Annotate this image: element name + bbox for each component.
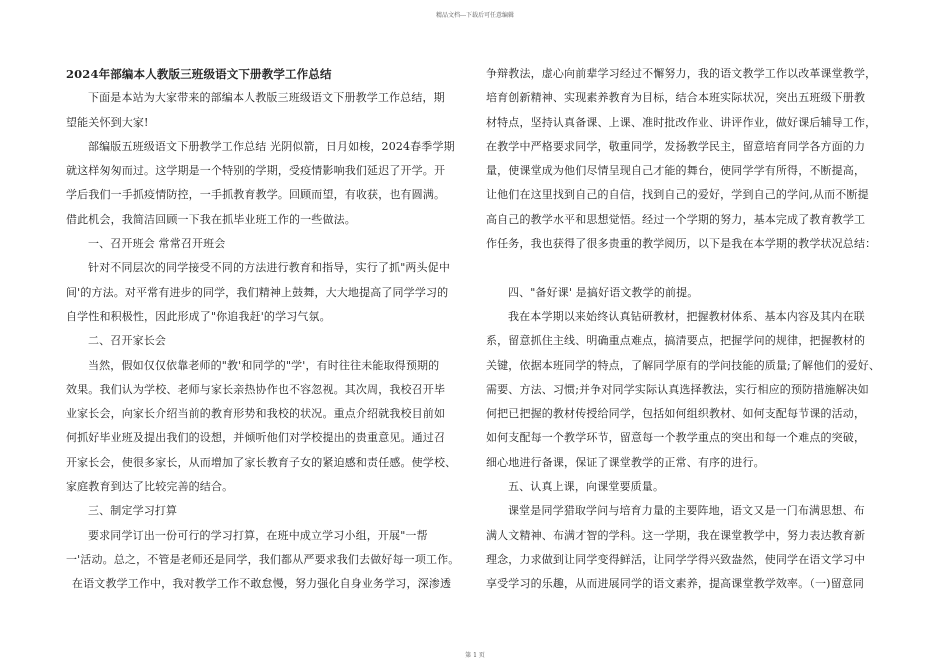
text-line: 作任务，我也获得了很多贵重的教学阅历，以下是我在本学期的教学状况总结： bbox=[486, 237, 877, 251]
text-line: 自学性和积极性，因此形成了"你追我赶'的学习气氛。 bbox=[66, 309, 331, 323]
section-heading: 五、认真上课，向课堂要质量。 bbox=[508, 480, 665, 494]
text-line: 在语文教学工作中，我对教学工作不敢怠慢，努力强化自身业务学习，深渗透 bbox=[72, 577, 452, 591]
text-line: 材特点，坚持认真备课、上课、准时批改作业、讲评作业，做好课后辅导工作， bbox=[486, 115, 877, 129]
text-line: 当然，假如仅仅依靠老师的"教'和同学的"学'，有时往往未能取得预期的 bbox=[88, 358, 440, 372]
section-heading: 四、"备好课' 是搞好语文教学的前提。 bbox=[508, 285, 699, 299]
text-line: 理念，力求做到让同学变得鲜活，让同学学得兴致盎然，使同学在语文学习中 bbox=[486, 552, 866, 566]
text-line: 望能关怀到大家! bbox=[66, 115, 149, 129]
text-line: 就这样匆匆而过。这学期是一个特别的学期，受疫情影响我们延迟了开学。开 bbox=[66, 164, 446, 178]
text-line: 效果。我们认为学校、老师与家长亲热协作也不容忽视。其次周，我校召开毕 bbox=[66, 382, 446, 396]
text-line: 下面是本站为大家带来的部编本人教版三班级语文下册教学工作总结，期 bbox=[88, 91, 445, 105]
text-line: 间'的方法。对平常有进步的同学，我们精神上鼓舞，大大地提高了同学学习的 bbox=[66, 285, 449, 299]
text-line: 家庭教育到达了比较完善的结合。 bbox=[66, 480, 234, 494]
right-column bbox=[486, 62, 886, 597]
text-line: 如何支配每一个教学环节，留意每一个教学重点的突出和每一个难点的突破， bbox=[486, 431, 866, 445]
text-line: 争辩教法，虚心向前辈学习经过不懈努力，我的语文教学工作以改革课堂教学， bbox=[486, 67, 877, 80]
text-line: 关键，依据本班同学的特点，了解同学原有的学问技能的质量;了解他们的爱好、 bbox=[486, 358, 881, 372]
text-line: 我在本学期以来始终认真钻研教材，把握教材体系、基本内容及其内在联 bbox=[508, 309, 865, 323]
text-line: 满人文精神、布满才智的学科。这一学期，我在课堂教学中，努力表达教育新 bbox=[486, 528, 866, 542]
page-number: 第 1 页 bbox=[465, 652, 485, 659]
text-line: 开家长会，使很多家长，从而增加了家长教育子女的紧迫感和责任感。使学校、 bbox=[66, 455, 457, 469]
left-column bbox=[66, 62, 466, 597]
text-line: 借此机会，我简洁回顾一下我在抓毕业班工作的一些做法。 bbox=[66, 212, 356, 226]
text-line: 何抓好毕业班及提出我们的设想，并倾听他们对学校提出的贵重意见。通过召 bbox=[66, 431, 446, 445]
text-line: 需要、方法、习惯;并争对同学实际认真选择教法，实行相应的预防措施解决如 bbox=[486, 382, 869, 396]
text-line: 在教学中严格要求同学，敬重同学，发扬教学民主，留意培育同学各方面的力 bbox=[486, 139, 866, 153]
document-title: 2024年部编本人教版三班级语文下册教学工作总结 bbox=[66, 67, 332, 81]
text-line: 享受学习的乐趣，从而进展同学的语文素养，提高课堂教学效率。（一)留意同 bbox=[486, 577, 865, 591]
section-heading: 二、召开家长会 bbox=[88, 334, 167, 348]
text-line: 针对不同层次的同学接受不同的方法进行教育和指导，实行了抓"两头促中 bbox=[88, 261, 451, 275]
text-line: 何把已把握的教材传授给同学，包括如何组织教材、如何支配每节课的活动， bbox=[486, 407, 866, 421]
text-line: 一'活动。总之，不管是老师还是同学，我们都从严要求我们去做好每一项工作。 bbox=[66, 552, 460, 566]
text-line: 学后我们一手抓疫情防控，一手抓教育教学。回顾而望，有收获，也有圆满。 bbox=[66, 188, 446, 202]
text-line: 培育创新精神、实现素养教育为目标，结合本班实际状况，突出五班级下册教 bbox=[486, 91, 866, 105]
text-line: 课堂是同学猎取学问与培育力量的主要阵地，语文又是一门布满思想、布 bbox=[508, 504, 865, 518]
text-line: 部编版五班级语文下册教学工作总结 光阴似箭，日月如梭，2024春季学期 bbox=[88, 139, 455, 153]
text-line: 业家长会，向家长介绍当前的教育形势和我校的状况。重点介绍就我校目前如 bbox=[66, 407, 446, 421]
text-line: 量，使课堂成为他们尽情呈现自己才能的舞台，使同学学有所得，不断提高， bbox=[486, 164, 866, 178]
section-heading: 一、召开班会 常常召开班会 bbox=[88, 237, 226, 251]
blank-line bbox=[486, 256, 886, 280]
text-line: 系，留意抓住主线、明确重点难点，搞清要点，把握学问的规律，把握教材的 bbox=[486, 334, 866, 348]
text-line: 细心地进行备课，保证了课堂教学的正常、有序的进行。 bbox=[486, 455, 765, 469]
text-line: 让他们在这里找到自己的自信，找到自己的爱好，学到自己的学问,从而不断提 bbox=[486, 188, 869, 202]
text-line: 要求同学订出一份可行的学习打算，在班中成立学习小组，开展"一帮 bbox=[88, 528, 428, 542]
page-header: 精品文档---下载后可任意编辑 bbox=[435, 12, 515, 19]
text-line: 高自己的教学水平和思想觉悟。经过一个学期的努力，基本完成了教育教学工 bbox=[486, 212, 866, 226]
section-heading: 三、制定学习打算 bbox=[88, 504, 178, 518]
